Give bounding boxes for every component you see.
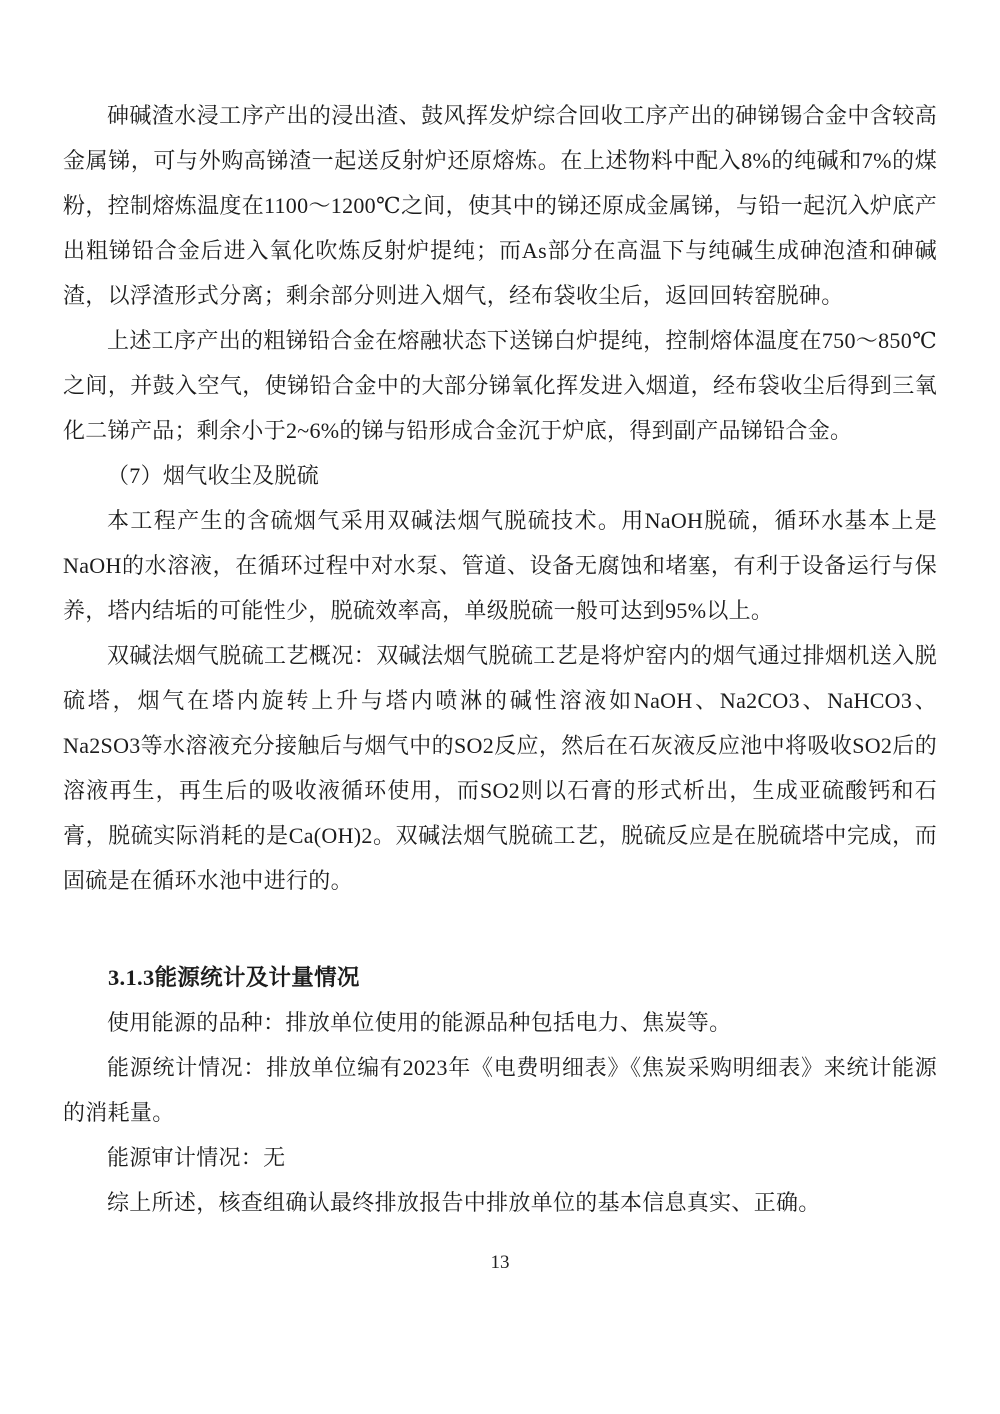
section-heading-3-1-3-energy: 3.1.3能源统计及计量情况 (108, 965, 360, 990)
page-footer (0, 1252, 1000, 1274)
paragraph-smelting-leach: 砷碱渣水浸工序产出的浸出渣、鼓风挥发炉综合回收工序产出的砷锑锡合金中含较高金属锑，可与外购高锑渣一起送反射炉还原熔炼。在上述物料中配入8%的纯碱和7%的煤粉，控制熔炼温度在1100～1200℃之间，使其中的锑还原成金属锑，与铅一起沉入炉底产出粗锑铅合金后进入氧化吹炼反射炉提纯；而As部分在高温下与纯碱生成砷泡渣和砷碱渣，以浮渣形式分离；剩余部分则进入烟气，经布袋收尘后，返回回转窑脱砷。 (63, 103, 937, 308)
paragraph-conclusion: 综上所述，核查组确认最终排放报告中排放单位的基本信息真实、正确。 (107, 1190, 821, 1215)
paragraph-energy-stats: 能源统计情况：排放单位编有2023年《电费明细表》《焦炭采购明细表》来统计能源的消耗量。 (63, 1055, 937, 1125)
paragraph-section7-title: （7）烟气收尘及脱硫 (107, 463, 320, 488)
paragraph-double-alkali-process: 双碱法烟气脱硫工艺概况：双碱法烟气脱硫工艺是将炉窑内的烟气通过排烟机送入脱硫塔，烟气在塔内旋转上升与塔内喷淋的碱性溶液如NaOH、Na2CO3、NaHCO3、Na2SO3等水溶液充分接触后与烟气中的SO2反应，然后在石灰液反应池中将吸收SO2后的溶液再生，再生后的吸收液循环使用，而SO2则以石膏的形式析出，生成亚硫酸钙和石膏，脱硫实际消耗的是Ca(OH)2。双碱法烟气脱硫工艺，脱硫反应是在脱硫塔中完成，而固硫是在循环水池中进行的。 (63, 643, 937, 893)
paragraph-energy-types: 使用能源的品种：排放单位使用的能源品种包括电力、焦炭等。 (107, 1010, 732, 1035)
paragraph-refining: 上述工序产出的粗锑铅合金在熔融状态下送锑白炉提纯，控制熔体温度在750～850℃之间，并鼓入空气，使锑铅合金中的大部分锑氧化挥发进入烟道，经布袋收尘后得到三氧化二锑产品；剩余小于2~6%的锑与铅形成合金沉于炉底，得到副产品锑铅合金。 (63, 328, 937, 443)
paragraph-desulfur-intro: 本工程产生的含硫烟气采用双碱法烟气脱硫技术。用NaOH脱硫，循环水基本上是NaOH的水溶液，在循环过程中对水泵、管道、设备无腐蚀和堵塞，有利于设备运行与保养，塔内结垢的可能性少，脱硫效率高，单级脱硫一般可达到95%以上。 (63, 508, 937, 623)
document-body (63, 93, 937, 1225)
page-number: 13 (490, 1252, 510, 1273)
paragraph-energy-audit: 能源审计情况：无 (107, 1145, 286, 1170)
